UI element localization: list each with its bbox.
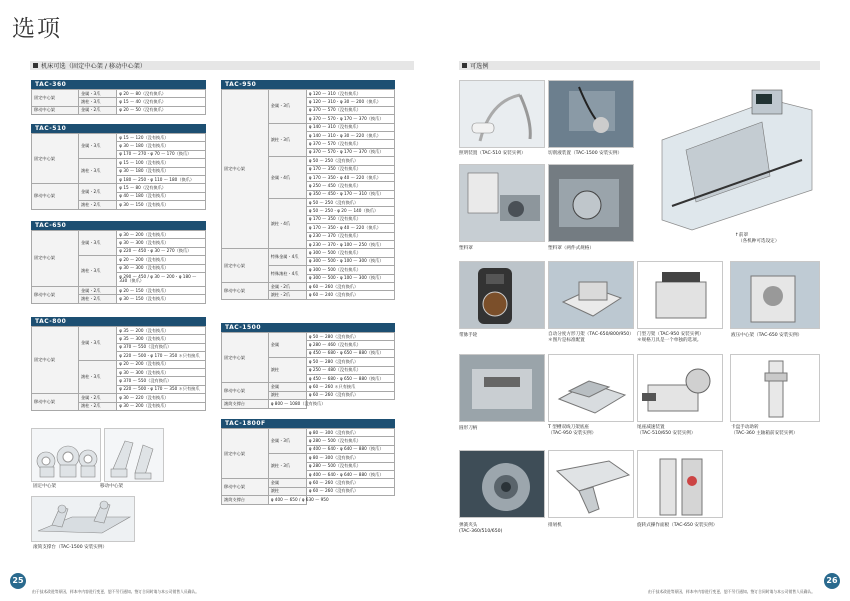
- caption-chuck-assist-note: （TAC-360 主轴箱前安装实例）: [731, 431, 798, 436]
- diameter-range-cell: φ 20 ～ 80（没有换爪）: [117, 90, 206, 98]
- jaw-type-cell: 金属・3爪: [78, 134, 116, 159]
- table-row: [222, 90, 395, 98]
- lighting-device-image: [459, 80, 545, 148]
- diameter-range-cell: φ 15 ～ 80（没有换爪）: [117, 184, 206, 192]
- table-row: [32, 134, 206, 142]
- jaw-type-cell: 滚柱・3爪: [78, 159, 116, 184]
- support-type-cell: 固定中心架: [32, 231, 79, 287]
- tailstock-reducer-image: [637, 354, 723, 422]
- spec-table-tac1800f: [221, 419, 395, 505]
- jaw-type-cell: 滚柱・2爪: [78, 402, 116, 410]
- diameter-range-cell: φ 30 ～ 300（没有换爪）: [117, 264, 206, 272]
- caption-auto-index: 自动分度方形刀架（TAC-650/800/950）: [548, 332, 634, 337]
- jaw-type-cell: 滚柱・3爪: [78, 256, 116, 287]
- diameter-range-cell: φ 60 ～ 260（没有换爪）: [306, 391, 394, 399]
- jaw-type-cell: 金属・3爪: [268, 429, 306, 454]
- page-title: 选项: [12, 16, 62, 42]
- table-row: [222, 429, 395, 437]
- table-model-header: TAC-510: [31, 124, 206, 133]
- jaw-type-cell: 金属・3爪: [78, 90, 116, 98]
- caption-front-cover-note: （各机种可选设定）: [738, 239, 780, 244]
- table-row: [32, 327, 206, 335]
- caption-chuck-assist: 卡盘手动助转: [731, 425, 759, 430]
- auto-index-turret-image: [548, 261, 634, 329]
- diameter-range-cell: φ 30 ～ 180（没有换爪）: [117, 167, 206, 175]
- diameter-range-cell: φ 30 ～ 220（没有换爪）: [117, 394, 206, 402]
- coolant-device-image: [548, 80, 634, 148]
- diameter-range-cell: φ 50 ～ 280（没有换爪）: [306, 358, 394, 366]
- spec-table-tac950: [221, 80, 395, 300]
- jaw-type-cell: 金属・2爪: [78, 286, 116, 294]
- jaw-type-cell: 金属・3爪: [78, 327, 116, 361]
- table-model-header: TAC-360: [31, 80, 206, 89]
- table-row: [32, 286, 206, 294]
- caption-tailstock: 尾座减速装置: [637, 425, 665, 430]
- lathe-machine-image: [652, 80, 820, 230]
- diameter-range-cell: φ 30 ～ 300（没有换爪）: [117, 239, 206, 247]
- diameter-range-cell: φ 20 ～ 50（没有换爪）: [117, 106, 206, 114]
- caption-gate-tool-post-note: ＊规格刀具是一个单独的选项。: [637, 338, 702, 343]
- diameter-range-cell: φ 170 ～ 350・φ 40 ～ 220（换爪）: [306, 173, 394, 181]
- table-row: [32, 231, 206, 239]
- diameter-range-cell: φ 370 ～ 570（没有换爪）: [306, 140, 394, 148]
- hydraulic-steady-rest-image: [730, 261, 820, 329]
- diameter-range-cell: φ 220 ～ 500・φ 170 ～ 350 ＊只有接爪: [117, 352, 206, 360]
- table-model-header: TAC-650: [31, 221, 206, 230]
- diameter-range-cell: φ 450 ～ 680・φ 650 ～ 880（换爪）: [306, 374, 394, 382]
- diameter-range-cell: φ 220 ～ 500・φ 170 ～ 350 ＊只有接爪: [117, 385, 206, 393]
- diameter-range-cell: φ 30 ～ 150（没有换爪）: [117, 295, 206, 303]
- caption-collet-chuck: 弹簧夹头: [459, 523, 478, 528]
- diameter-range-cell: φ 40 ～ 180（没有换爪）: [117, 192, 206, 200]
- caption-chip-conveyor: 排屑机: [548, 523, 562, 528]
- diameter-range-cell: φ 50 ～ 280（没有换爪）: [306, 333, 394, 341]
- square-bullet-icon: [462, 63, 467, 68]
- moving-steady-rest-image: [104, 428, 164, 482]
- round-tool-holder-image: [459, 354, 545, 422]
- table-model-header: TAC-1500: [221, 323, 395, 332]
- diameter-range-cell: φ 30 ～ 200（没有换爪）: [117, 231, 206, 239]
- caption-lighting: 照明装置（TAC-510 安装实例）: [459, 151, 526, 156]
- jaw-type-cell: 金属・2爪: [268, 282, 306, 290]
- diameter-range-cell: φ 20 ～ 200（没有换爪）: [117, 360, 206, 368]
- jaw-type-cell: 金属・3爪: [268, 90, 306, 124]
- caption-moving-steady: 移动中心架: [100, 484, 123, 489]
- diameter-range-cell: φ 20 ～ 200（没有换爪）: [117, 256, 206, 264]
- diameter-range-cell: φ 180 ～ 250・φ 110 ～ 180（换爪）: [117, 175, 206, 183]
- chip-conveyor-image: [548, 450, 634, 518]
- caption-front-cover: ↑前罩: [735, 233, 749, 238]
- support-type-cell: 固定中心架: [32, 134, 79, 184]
- diameter-range-cell: φ 290 ～ 450 / φ 30 ～ 200・φ 180 ～ 330（换爪）: [117, 272, 206, 286]
- spec-table-tac360: [31, 80, 206, 115]
- table-model-header: TAC-800: [31, 317, 206, 326]
- table-row: [222, 496, 395, 504]
- jaw-type-cell: 滚柱: [268, 391, 306, 399]
- diameter-range-cell: φ 50 ～ 250（没有换爪）: [306, 199, 394, 207]
- handwheel-image: [459, 261, 545, 329]
- jaw-type-cell: 滚柱: [268, 358, 306, 383]
- diameter-range-cell: φ 370 ～ 570・φ 170 ～ 370（换爪）: [306, 115, 394, 123]
- chuck-manual-assist-image: [730, 354, 820, 422]
- table-row: [32, 106, 206, 114]
- jaw-type-cell: 滚柱・2爪: [78, 201, 116, 209]
- diameter-range-cell: φ 15 ～ 120（没有换爪）: [117, 134, 206, 142]
- plastic-cover-image: [459, 164, 545, 242]
- jaw-type-cell: 滚柱・3爪: [78, 98, 116, 106]
- table-row: [222, 383, 395, 391]
- caption-roller-support: 滚筒支撑台（TAC-1500 安装实例）: [33, 545, 108, 550]
- diameter-range-cell: φ 220 ～ 450・φ 30 ～ 270（换爪）: [117, 247, 206, 255]
- diameter-range-cell: φ 140 ～ 310（没有换爪）: [306, 123, 394, 131]
- jaw-type-cell: 特殊滚柱・4爪: [268, 266, 306, 283]
- jaw-type-cell: 滚柱・3爪: [78, 360, 116, 394]
- support-type-cell: 固定中心架: [222, 249, 269, 283]
- diameter-range-cell: φ 120 ～ 310（没有换爪）: [306, 90, 394, 98]
- fixed-steady-rest-image: [31, 428, 101, 482]
- diameter-range-cell: φ 370 ～ 570・φ 170 ～ 370（换爪）: [306, 148, 394, 156]
- caption-plastic-cover: 塑料罩: [459, 246, 473, 251]
- diameter-range-cell: φ 15 ～ 100（没有换爪）: [117, 159, 206, 167]
- page-number-left: 25: [10, 573, 26, 589]
- diameter-range-cell: φ 170 ～ 350（没有换爪）: [306, 215, 394, 223]
- diameter-range-cell: φ 30 ～ 200（没有换爪）: [117, 402, 206, 410]
- table-row: [222, 282, 395, 290]
- jaw-type-cell: 滚柱: [268, 487, 306, 495]
- page-number-right: 26: [824, 573, 840, 589]
- support-type-cell: 移动中心架: [32, 106, 79, 114]
- section-title: 可选例: [470, 63, 489, 70]
- caption-t-slot: T 型槽双线刀架底座: [548, 425, 590, 430]
- diameter-range-cell: φ 170 ～ 350（没有换爪）: [306, 165, 394, 173]
- jaw-type-cell: 金属・3爪: [78, 231, 116, 256]
- caption-auto-index-note: ＊图片是标准配置: [548, 338, 585, 343]
- diameter-range-cell: φ 170 ～ 270・φ 70 ～ 170（换爪）: [117, 150, 206, 158]
- caption-tailstock-note: （TAC-510/650 安装实例）: [637, 431, 696, 436]
- caption-hydraulic-steady: 液压中心架（TAC-650 安装实例）: [731, 333, 803, 338]
- diameter-range-cell: φ 80 ～ 300（没有换爪）: [306, 454, 394, 462]
- jaw-type-cell: 金属・2爪: [78, 394, 116, 402]
- caption-coolant: 切削液装置（TAC-1500 安装实例）: [548, 151, 623, 156]
- table-row: [222, 249, 395, 257]
- support-type-cell: 固定中心架: [32, 327, 79, 394]
- support-type-cell: 固定中心架: [32, 90, 79, 107]
- spec-table-tac510: [31, 124, 206, 210]
- diameter-range-cell: φ 300 ～ 500（没有换爪）: [306, 249, 394, 257]
- caption-plastic-cover-two: 塑料罩（两件式规格）: [548, 246, 594, 251]
- table-row: [32, 394, 206, 402]
- diameter-range-cell: φ 370 ～ 550（没有换爪）: [117, 343, 206, 351]
- jaw-type-cell: 滚柱・3爪: [268, 123, 306, 157]
- caption-rotary-panel: 旋转式操作面板（TAC-650 安装实例）: [637, 523, 718, 528]
- support-type-cell: 移动中心架: [32, 394, 79, 411]
- jaw-type-cell: 金属・2爪: [78, 184, 116, 201]
- caption-gate-tool-post: 门型刀架（TAC-950 安装实例）: [637, 332, 704, 337]
- diameter-range-cell: φ 30 ～ 150（没有换爪）: [117, 201, 206, 209]
- spec-table-tac1500: [221, 323, 395, 409]
- jaw-type-cell: 滚柱・2爪: [78, 295, 116, 303]
- caption-t-slot-note: （TAC-950 安装实例）: [548, 431, 597, 436]
- diameter-range-cell: φ 15 ～ 40（没有换爪）: [117, 98, 206, 106]
- diameter-range-cell: φ 370 ～ 570（没有换爪）: [306, 106, 394, 114]
- plastic-cover-two-piece-image: [548, 164, 634, 242]
- support-type-cell: 滚筒支撑台: [222, 400, 269, 408]
- table-row: [222, 333, 395, 341]
- diameter-range-cell: φ 170 ～ 350・φ 40 ～ 220（换爪）: [306, 224, 394, 232]
- diameter-range-cell: φ 230 ～ 370（没有换爪）: [306, 232, 394, 240]
- diameter-range-cell: φ 140 ～ 310・φ 30 ～ 220（换爪）: [306, 131, 394, 139]
- section-header-left: [30, 61, 414, 70]
- table-row: [32, 90, 206, 98]
- diameter-range-cell: φ 450 ～ 680・φ 650 ～ 880（换爪）: [306, 349, 394, 357]
- jaw-type-cell: 特殊金属・4爪: [268, 249, 306, 266]
- table-model-header: TAC-950: [221, 80, 395, 89]
- diameter-range-cell: φ 400 ～ 640・φ 640 ～ 880（换爪）: [306, 470, 394, 478]
- jaw-type-cell: 金属: [268, 479, 306, 487]
- support-type-cell: 移动中心架: [32, 286, 79, 303]
- diameter-range-cell: φ 250 ～ 480（没有换爪）: [306, 366, 394, 374]
- diameter-range-cell: φ 120 ～ 310・φ 30 ～ 200（换爪）: [306, 98, 394, 106]
- spec-table-tac650: [31, 221, 206, 304]
- square-bullet-icon: [33, 63, 38, 68]
- support-type-cell: 移动中心架: [32, 184, 79, 209]
- diameter-range-cell: φ 50 ～ 250（没有换爪）: [306, 157, 394, 165]
- support-type-cell: 固定中心架: [222, 429, 269, 479]
- caption-collet-chuck-models: (TAC-360/510/650): [459, 529, 503, 534]
- diameter-range-cell: φ 60 ～ 260（没有换爪）: [306, 282, 394, 290]
- diameter-range-cell: φ 60 ～ 260（没有换爪）: [306, 479, 394, 487]
- footer-note-right: 由于技术改进等原因，样本中内容进行变更，恕不另行通知。签订合同时请与本公司销售人员确认。: [648, 589, 816, 594]
- roller-support-image: [31, 496, 135, 542]
- support-type-cell: 移动中心架: [222, 282, 269, 299]
- diameter-range-cell: φ 30 ～ 300（没有换爪）: [117, 368, 206, 376]
- diameter-range-cell: φ 60 ～ 260 ＊只有接爪: [306, 383, 394, 391]
- collet-chuck-image: [459, 450, 545, 518]
- gate-tool-post-image: [637, 261, 723, 329]
- t-slot-tool-post-image: [548, 354, 634, 422]
- diameter-range-cell: φ 280 ～ 500（没有换爪）: [306, 462, 394, 470]
- diameter-range-cell: φ 60 ～ 260（没有换爪）: [306, 487, 394, 495]
- jaw-type-cell: 金属・2爪: [78, 106, 116, 114]
- diameter-range-cell: φ 35 ～ 300（没有换爪）: [117, 335, 206, 343]
- table-row: [222, 400, 395, 408]
- diameter-range-cell: φ 300 ～ 500・φ 100 ～ 300（换爪）: [306, 257, 394, 265]
- diameter-range-cell: φ 35 ～ 200（没有换爪）: [117, 327, 206, 335]
- diameter-range-cell: φ 400 ～ 640・φ 640 ～ 880（换爪）: [306, 445, 394, 453]
- caption-fixed-steady: 固定中心架: [33, 484, 56, 489]
- diameter-range-cell: φ 280 ～ 460（没有换爪）: [306, 341, 394, 349]
- diameter-range-cell: φ 300 ～ 500（没有换爪）: [306, 266, 394, 274]
- jaw-type-cell: 滚柱・3爪: [268, 454, 306, 479]
- support-type-cell: 固定中心架: [222, 333, 269, 383]
- section-header-right: [459, 61, 820, 70]
- table-row: [222, 479, 395, 487]
- diameter-range-cell: φ 400 ～ 650 / φ 630 ～ 950: [268, 496, 306, 504]
- jaw-type-cell: 滚柱・4爪: [268, 199, 306, 249]
- table-model-header: TAC-1800F: [221, 419, 395, 428]
- support-type-cell: 固定中心架: [222, 90, 269, 249]
- jaw-type-cell: 金属・4爪: [268, 157, 306, 199]
- jaw-type-cell: 滚柱・2爪: [268, 291, 306, 299]
- diameter-range-cell: φ 60 ～ 240（没有换爪）: [306, 291, 394, 299]
- rotary-control-panel-image: [637, 450, 723, 518]
- support-type-cell: 移动中心架: [222, 383, 269, 400]
- diameter-range-cell: φ 20 ～ 150（没有换爪）: [117, 286, 206, 294]
- support-type-cell: 滚筒支撑台: [222, 496, 269, 504]
- diameter-range-cell: φ 80 ～ 300（没有换爪）: [306, 429, 394, 437]
- diameter-range-cell: φ 350 ～ 450・φ 170 ～ 310（换爪）: [306, 190, 394, 198]
- spec-table-tac800: [31, 317, 206, 411]
- jaw-type-cell: 金属: [268, 333, 306, 358]
- support-type-cell: 移动中心架: [222, 479, 269, 496]
- footer-note-left: 由于技术改进等原因，样本中内容进行变更，恕不另行通知。签订合同时请与本公司销售人员确认。: [32, 589, 200, 594]
- caption-round-holder: 圆形刀柄: [459, 426, 478, 431]
- diameter-range-cell: φ 230 ～ 370・φ 100 ～ 250（换爪）: [306, 241, 394, 249]
- diameter-range-cell: φ 280 ～ 500（没有换爪）: [306, 437, 394, 445]
- jaw-type-cell: 金属: [268, 383, 306, 391]
- diameter-range-cell: φ 800 ～ 1080（没有换爪）: [268, 400, 306, 408]
- diameter-range-cell: φ 300 ～ 500・φ 100 ～ 300（换爪）: [306, 274, 394, 282]
- table-row: [32, 184, 206, 192]
- section-title: 机床可选（固定中心架 / 移动中心架）: [41, 63, 147, 70]
- caption-handwheel: 带脉手轮: [459, 333, 478, 338]
- diameter-range-cell: φ 50 ～ 250・φ 20 ～ 140（换爪）: [306, 207, 394, 215]
- diameter-range-cell: φ 370 ～ 550（没有换爪）: [117, 377, 206, 385]
- diameter-range-cell: φ 250 ～ 450（没有换爪）: [306, 182, 394, 190]
- diameter-range-cell: φ 30 ～ 180（没有换爪）: [117, 142, 206, 150]
